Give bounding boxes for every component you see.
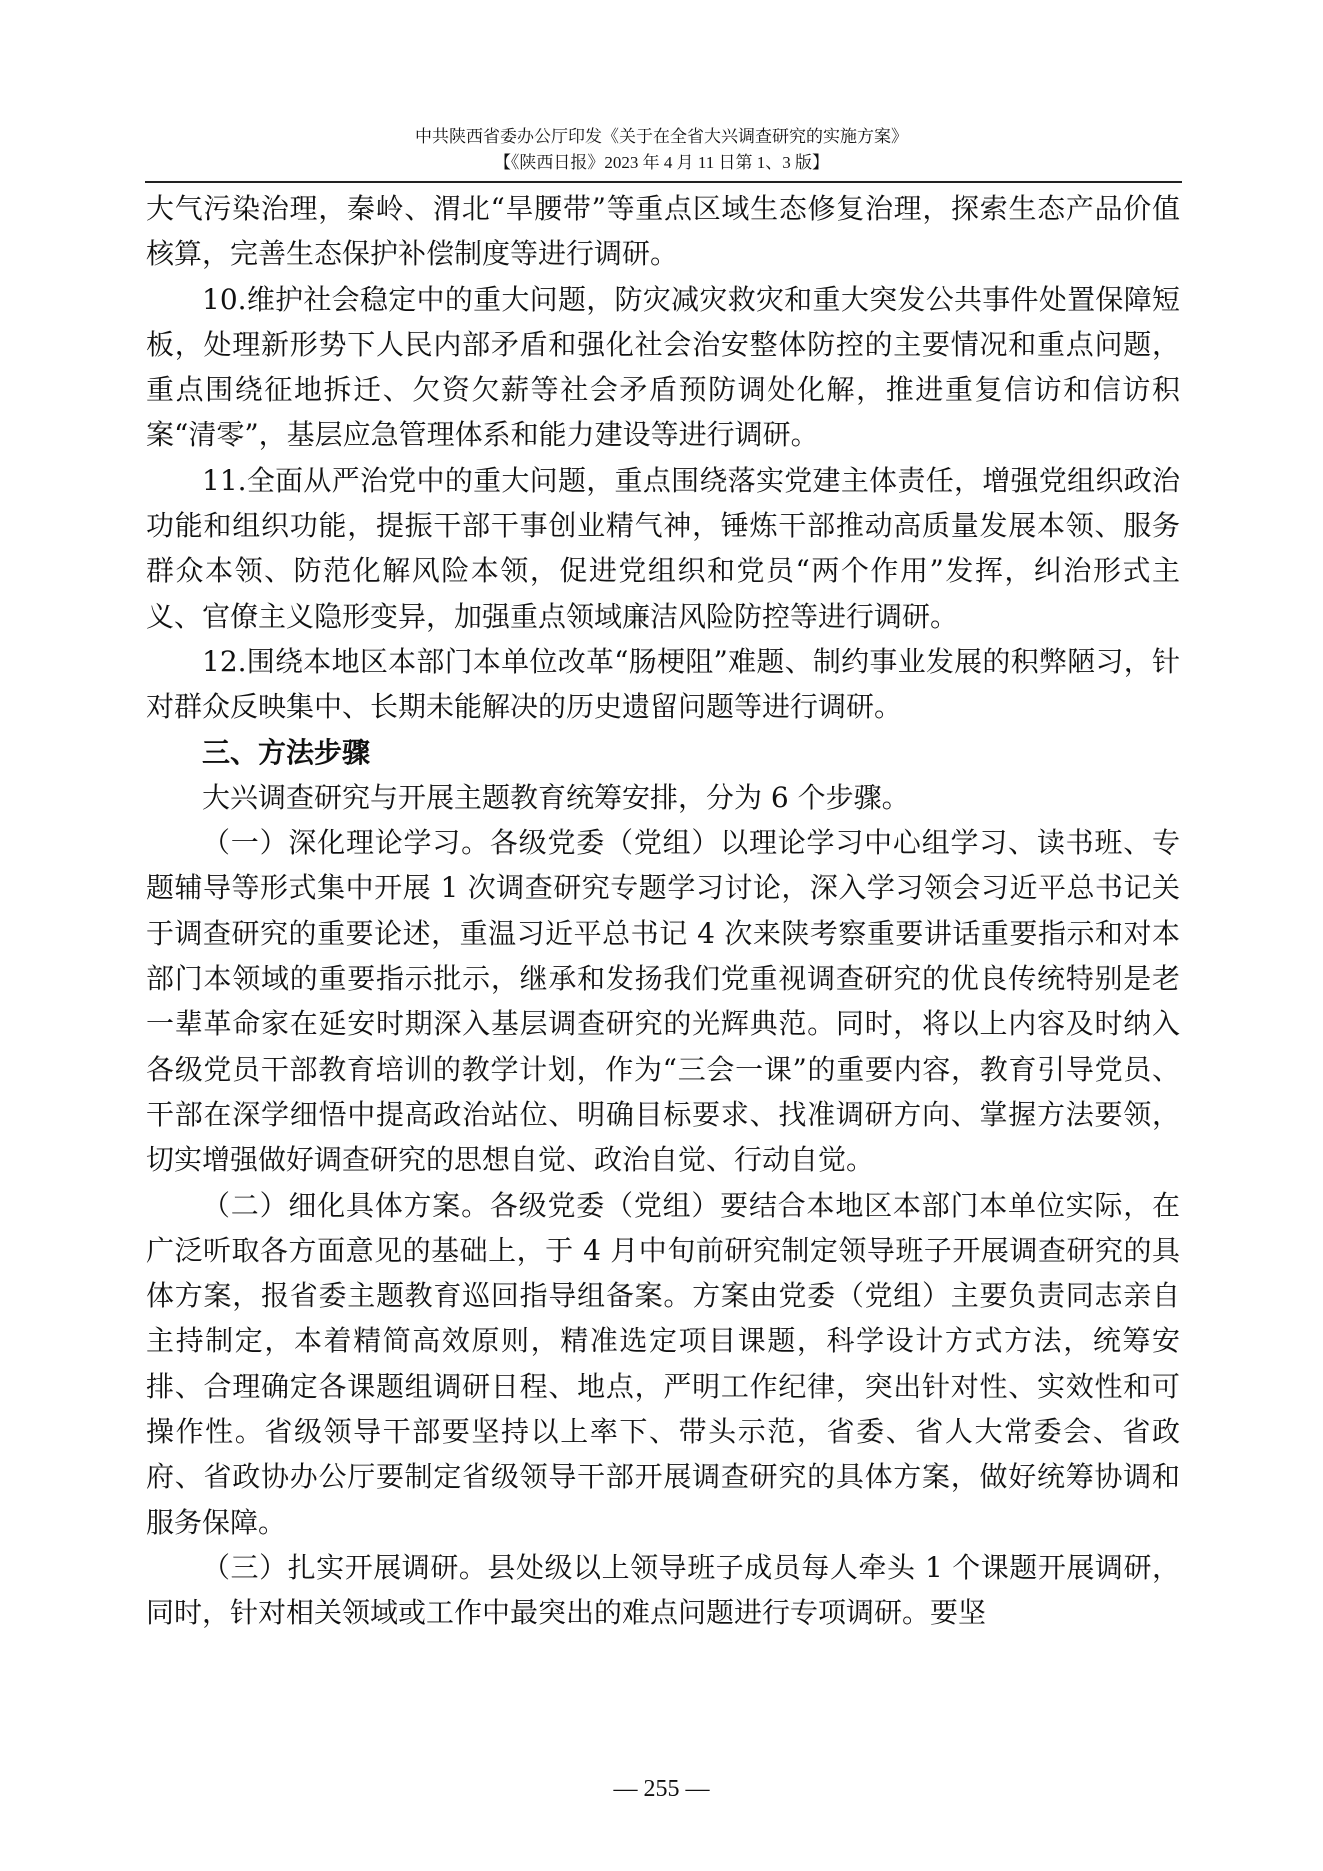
header-divider [145,181,1182,183]
page-header [0,124,1323,176]
paragraph-intro-steps: 大兴调查研究与开展主题教育统筹安排，分为 6 个步骤。 [202,780,910,814]
page-number: — 255 — [613,1776,710,1802]
paragraph-item-12: 12.围绕本地区本部门本单位改革“肠梗阻”难题、制约事业发展的积弊陋习，针对群众反映集中、长期未能解决的历史遗留问题等进行调研。 [146,644,1180,724]
section-heading-methods: 三、方法步骤 [202,735,371,769]
paragraph-step-1: （一）深化理论学习。各级党委（党组）以理论学习中心组学习、读书班、专题辅导等形式集中开展 1 次调查研究专题学习讨论，深入学习领会习近平总书记关于调查研究的重要论述，重温习近平总书记 4 次来陕考察重要讲话重要指示和对本部门本领域的重要指示批示，继承和发扬我们党重视调查研究的优良传统特别是老一辈革命家在延安时期深入基层调查研究的光辉典范。同时，将以上内容及时纳入各级党员干部教育培训的教学计划，作为“三会一课”的重要内容，教育引导党员、干部在深学细悟中提高政治站位、明确目标要求、找准调研方向、掌握方法要领，切实增强做好调查研究的思想自觉、政治自觉、行动自觉。 [146,826,1180,1177]
document-body [146,186,1180,1636]
paragraph-item-10: 10.维护社会稳定中的重大问题，防灾减灾救灾和重大突发公共事件处置保障短板，处理新形势下人民内部矛盾和强化社会治安整体防控的主要情况和重点问题，重点围绕征地拆迁、欠资欠薪等社会矛盾预防调处化解，推进重复信访和信访积案“清零”，基层应急管理体系和能力建设等进行调研。 [146,282,1180,452]
paragraph-step-2: （二）细化具体方案。各级党委（党组）要结合本地区本部门本单位实际，在广泛听取各方面意见的基础上，于 4 月中旬前研究制定领导班子开展调查研究的具体方案，报省委主题教育巡回指导组备案。方案由党委（党组）主要负责同志亲自主持制定，本着精简高效原则，精准选定项目课题，科学设计方式方法，统筹安排、合理确定各课题组调研日程、地点，严明工作纪律，突出针对性、实效性和可操作性。省级领导干部要坚持以上率下、带头示范，省委、省人大常委会、省政府、省政协办公厅要制定省级领导干部开展调查研究的具体方案，做好统筹协调和服务保障。 [146,1188,1180,1539]
paragraph-item-11: 11.全面从严治党中的重大问题，重点围绕落实党建主体责任，增强党组织政治功能和组织功能，提振干部干事创业精气神，锤炼干部推动高质量发展本领、服务群众本领、防范化解风险本领，促进党组织和党员“两个作用”发挥，纠治形式主义、官僚主义隐形变异，加强重点领域廉洁风险防控等进行调研。 [146,463,1180,633]
paragraph-step-3: （三）扎实开展调研。县处级以上领导班子成员每人牵头 1 个课题开展调研，同时，针对相关领域或工作中最突出的难点问题进行专项调研。要坚 [146,1550,1180,1630]
header-title: 中共陕西省委办公厅印发《关于在全省大兴调查研究的实施方案》 [415,127,908,146]
header-source: 【《陕西日报》2023 年 4 月 11 日第 1、3 版】 [493,153,830,172]
paragraph-continuation: 大气污染治理，秦岭、渭北“旱腰带”等重点区域生态修复治理，探索生态产品价值核算，完善生态保护补偿制度等进行调研。 [146,192,1180,271]
